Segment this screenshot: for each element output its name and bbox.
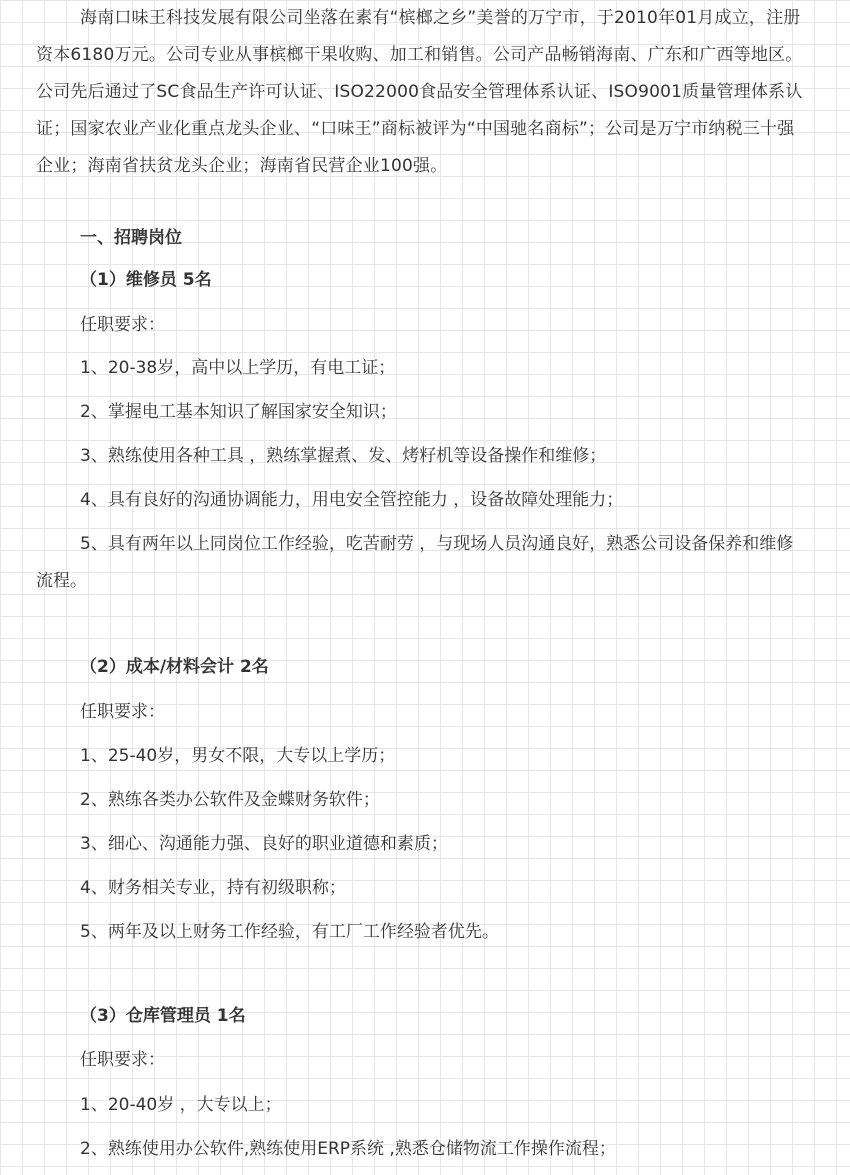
position-1-req-item: 4、具有良好的沟通协调能力，用电安全管控能力 ，设备故障处理能力； [80,490,624,510]
position-1-req-item: 2、掌握电工基本知识了解国家安全知识； [80,402,397,422]
position-2-req-label: 任职要求： [80,702,165,722]
position-3-req-label: 任职要求： [80,1050,165,1070]
position-1-req-item: 3、熟练使用各种工具 ，熟练掌握煮、发、烤籽机等设备操作和维修； [80,446,607,466]
position-2-req-item: 2、熟练各类办公软件及金蝶财务软件； [80,790,380,810]
position-3-title: （3）仓库管理员 1名 [80,1006,246,1026]
position-2-req-item: 5、两年及以上财务工作经验，有工厂工作经验者优先。 [80,922,499,942]
position-3-req-item: 1、20-40岁 ，大专以上； [80,1095,282,1115]
section-title: 一、招聘岗位 [80,228,182,248]
company-intro-paragraph: 海南口味王科技发展有限公司坐落在素有“槟榔之乡”美誉的万宁市，于2010年01月成立，注册资本6180万元。公司专业从事槟榔干果收购、加工和销售。公司产品畅销海南、广东和广西等地区。公司先后通过了SC食品生产许可认证、ISO22000食品安全管理体系认证、ISO9001质量管理体系认证；国家农业产业化重点龙头企业、“口味王”商标被评为“中国驰名商标”；公司是万宁市纳税三十强企业；海南省扶贫龙头企业；海南省民营企业100强。 [36,8,803,176]
position-3-req-item: 2、熟练使用办公软件,熟练使用ERP系统 ,熟悉仓储物流工作操作流程； [80,1139,616,1159]
position-2-req-item: 1、25-40岁，男女不限，大专以上学历； [80,746,396,766]
position-1-req-item: 5、具有两年以上同岗位工作经验，吃苦耐劳 ，与现场人员沟通良好，熟悉公司设备保养和维修流程。 [36,534,794,591]
position-1-req-label: 任职要求： [80,315,165,335]
position-1-req-item: 1、20-38岁，高中以上学历，有电工证； [80,358,396,378]
position-2-req-item: 3、细心、沟通能力强、良好的职业道德和素质； [80,834,448,854]
position-1-title: （1）维修员 5名 [80,270,212,290]
position-2-req-item: 4、财务相关专业，持有初级职称； [80,878,346,898]
position-2-title: （2）成本/材料会计 2名 [80,657,269,677]
